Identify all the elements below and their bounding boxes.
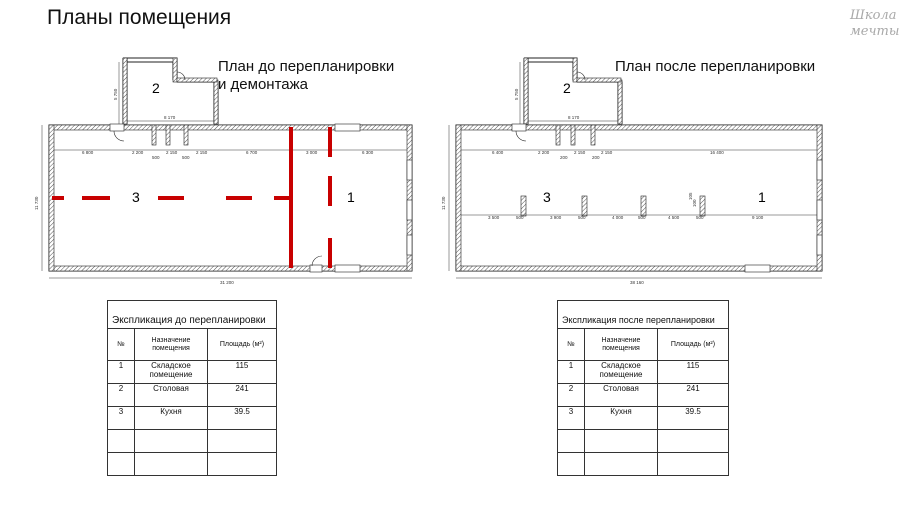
table-after-row2-name: Столовая — [585, 384, 658, 407]
table-before-header-area: Площадь (м²) — [208, 329, 277, 361]
table-row-empty — [108, 430, 277, 453]
explication-table-after — [557, 300, 729, 476]
table-after-row3-name: Кухня — [585, 407, 658, 430]
right-dim-d1: 6 400 — [492, 150, 504, 155]
right-dim-s1: 200 — [560, 155, 568, 160]
left-caption-line1: План до перепланировки — [218, 58, 395, 75]
table-before-row3-name: Кухня — [135, 407, 208, 430]
table-before-row3-area: 39.5 — [208, 407, 277, 430]
table-row — [558, 407, 729, 430]
right-dim-b10: 100 — [692, 199, 697, 207]
table-row-empty — [108, 453, 277, 476]
left-dim-d6: 3 000 — [306, 150, 318, 155]
right-dim-d5: 16 400 — [710, 150, 724, 155]
table-after-row2-num: 2 — [558, 384, 585, 407]
right-dim-d2: 2 200 — [538, 150, 550, 155]
table-after-row3-area: 39.5 — [658, 407, 729, 430]
table-after-row3-num: 3 — [558, 407, 585, 430]
left-dim-s2: 500 — [182, 155, 190, 160]
right-room2-label: 2 — [563, 80, 571, 96]
right-dim-b1: 3 500 — [488, 215, 500, 220]
table-after-row2-area: 241 — [658, 384, 729, 407]
right-dim-overall-width: 38 160 — [630, 280, 644, 285]
right-dim-b6: 500 — [638, 215, 646, 220]
right-dim-b3: 3 900 — [550, 215, 562, 220]
table-after-header-name: Назначение помещения — [585, 329, 658, 361]
right-plan-caption: План после перепланировки — [615, 58, 816, 75]
left-room2-label: 2 — [152, 80, 160, 96]
right-dim-overall-height: 11 730 — [441, 196, 446, 210]
left-room3-label: 3 — [132, 189, 140, 205]
right-dim-b9: 9 100 — [752, 215, 764, 220]
table-row — [108, 407, 277, 430]
left-room1-label: 1 — [347, 189, 355, 205]
table-after-header-area: Площадь (м²) — [658, 329, 729, 361]
table-row-empty — [558, 430, 729, 453]
right-dim-b2: 500 — [516, 215, 524, 220]
table-row — [108, 384, 277, 407]
left-dim-d3: 2 150 — [166, 150, 178, 155]
left-dim-overall-height: 11 730 — [34, 196, 39, 210]
left-caption-line2: и демонтажа — [218, 76, 308, 93]
right-dim-s2: 200 — [592, 155, 600, 160]
table-row — [558, 361, 729, 384]
right-dim-d3: 2 150 — [574, 150, 586, 155]
table-before-row2-name: Столовая — [135, 384, 208, 407]
table-after-caption: Экспликация после перепланировки — [558, 301, 729, 329]
table-after-header-num: № — [558, 329, 585, 361]
left-dim-room2-width: 8 170 — [164, 115, 176, 120]
left-plan — [34, 58, 412, 285]
right-dim-b4: 500 — [578, 215, 586, 220]
school-logo: Школа мечты — [850, 8, 900, 39]
right-dim-d4: 2 150 — [601, 150, 613, 155]
right-room1-label: 1 — [758, 189, 766, 205]
left-dim-overall-width: 31 200 — [220, 280, 234, 285]
left-dim-d7: 6 300 — [362, 150, 374, 155]
right-dim-b7: 4 500 — [668, 215, 680, 220]
table-before-header-name: Назначение помещения — [135, 329, 208, 361]
left-dim-d4: 2 150 — [196, 150, 208, 155]
table-before-row2-area: 241 — [208, 384, 277, 407]
left-dim-room2-height: 5 750 — [113, 88, 118, 100]
table-before-row1-area: 115 — [208, 361, 277, 384]
table-after-row1-name: Складское помещение — [585, 361, 658, 384]
right-dim-room2-width: 8 170 — [568, 115, 580, 120]
right-dim-b11: 105 — [688, 192, 693, 200]
table-before-caption: Экспликация до перепланировки — [108, 301, 277, 329]
table-before-row3-num: 3 — [108, 407, 135, 430]
table-row — [558, 384, 729, 407]
right-room3-label: 3 — [543, 189, 551, 205]
left-dim-d5: 6 700 — [246, 150, 258, 155]
table-after-row1-num: 1 — [558, 361, 585, 384]
table-before-row1-num: 1 — [108, 361, 135, 384]
right-plan — [441, 58, 822, 285]
left-demolition-marks — [52, 127, 330, 268]
table-row — [108, 361, 277, 384]
table-after-row1-area: 115 — [658, 361, 729, 384]
page-title: Планы помещения — [47, 6, 232, 29]
left-dim-d2: 2 200 — [132, 150, 144, 155]
table-before-header-num: № — [108, 329, 135, 361]
right-dim-b5: 4 000 — [612, 215, 624, 220]
table-before-row1-name: Складское помещение — [135, 361, 208, 384]
explication-table-before — [107, 300, 277, 476]
right-dim-room2-height: 5 750 — [514, 88, 519, 100]
left-dim-d1: 6 800 — [82, 150, 94, 155]
table-row-empty — [558, 453, 729, 476]
table-before-row2-num: 2 — [108, 384, 135, 407]
left-dim-s1: 500 — [152, 155, 160, 160]
right-dim-b8: 500 — [696, 215, 704, 220]
